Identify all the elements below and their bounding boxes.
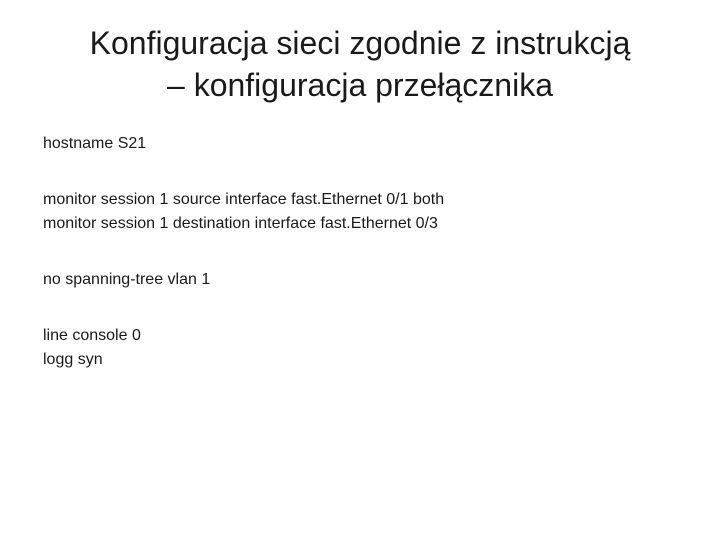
config-line-hostname: hostname S21 [43, 135, 147, 152]
slide-title [36, 22, 684, 106]
config-commands [43, 132, 683, 372]
slide-title-line-2: – konfiguracja przełącznika [167, 67, 553, 103]
blank-spacer [43, 236, 683, 268]
slide-title-line-1: Konfiguracja sieci zgodnie z instrukcją [89, 25, 631, 61]
blank-spacer [43, 156, 683, 188]
config-line-monitor-source: monitor session 1 source interface fast.Ethernet 0/1 both [43, 191, 445, 208]
config-line-spanning-tree: no spanning-tree vlan 1 [43, 271, 211, 288]
config-line-console: line console 0 [43, 327, 141, 344]
blank-spacer [43, 292, 683, 324]
config-line-monitor-destination: monitor session 1 destination interface fast.Ethernet 0/3 [43, 215, 438, 232]
config-line-logg-syn: logg syn [43, 351, 103, 368]
